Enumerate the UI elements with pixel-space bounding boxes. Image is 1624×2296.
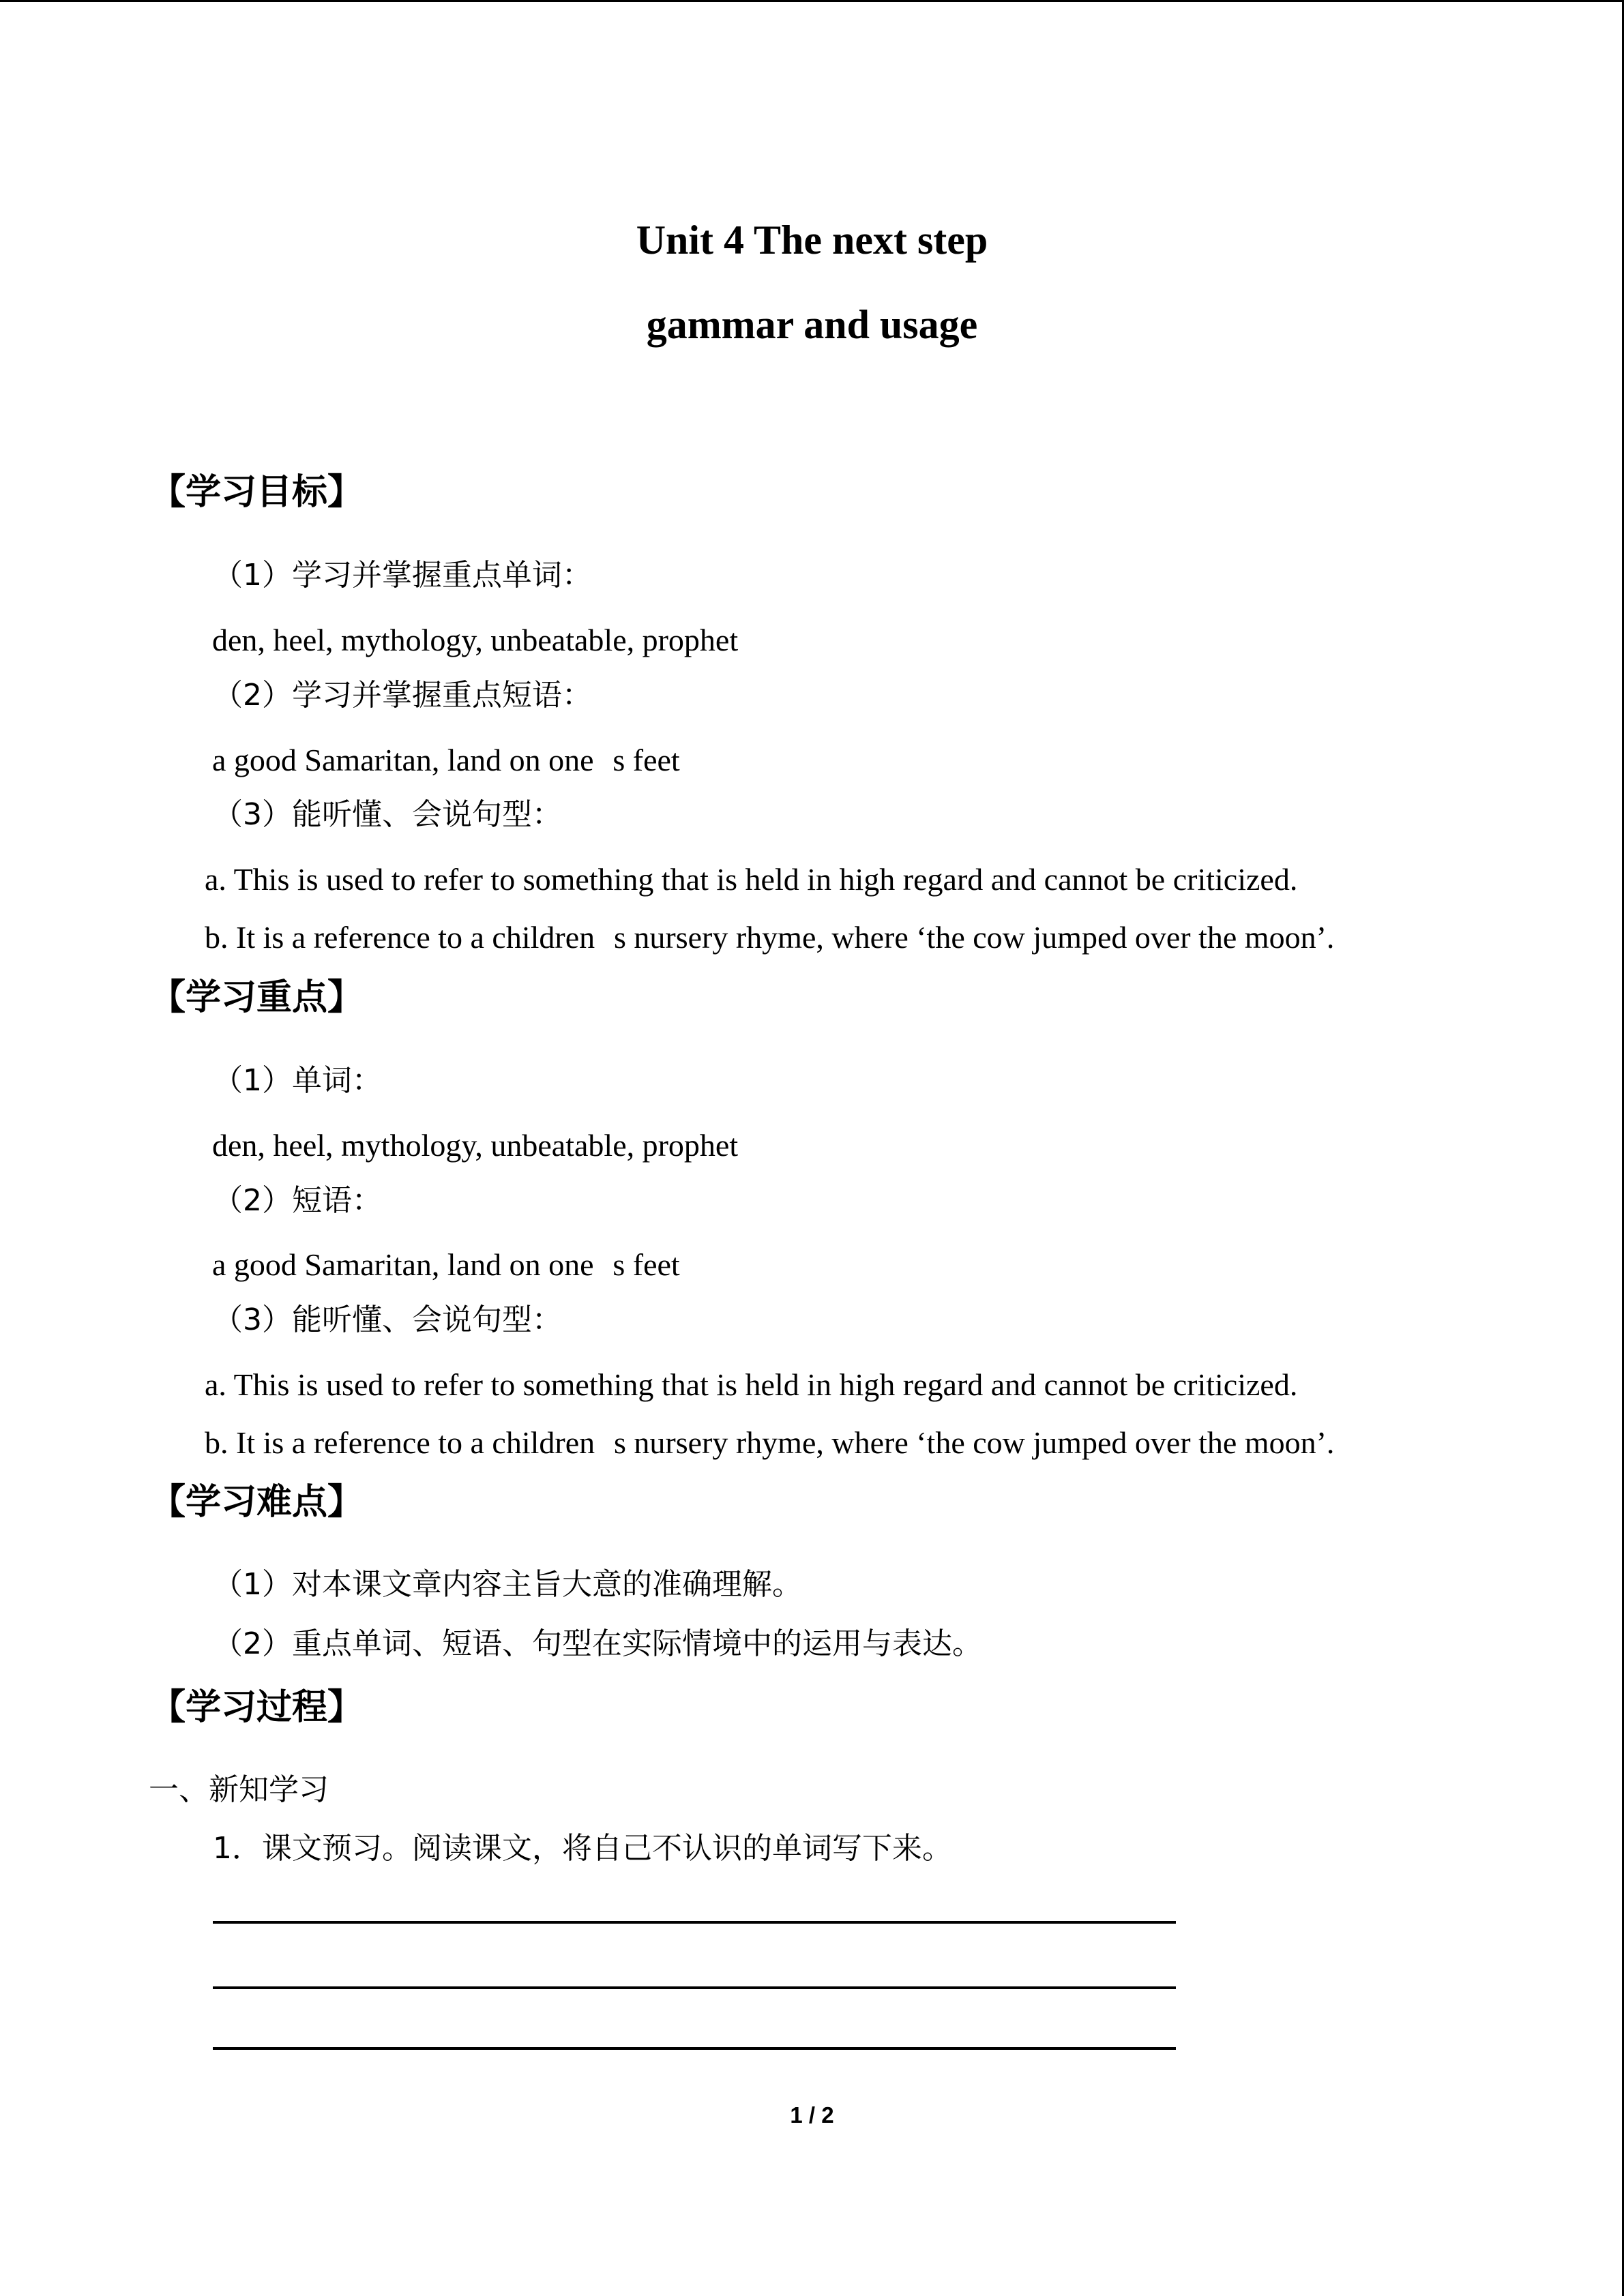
difficulties-item1: （1）对本课文章内容主旨大意的准确理解。 bbox=[213, 1567, 802, 1602]
answer-blank-line[interactable] bbox=[213, 1921, 1176, 1924]
key-points-item2-label: （2）短语： bbox=[213, 1183, 382, 1218]
objectives-item1-label: （1）学习并掌握重点单词： bbox=[213, 558, 592, 593]
objectives-sentence-a: a. This is used to refer to something that is held in high regard and cannot be criticized. bbox=[205, 862, 1298, 897]
page-border-top bbox=[0, 0, 1624, 2]
objectives-item2-content: a good Samaritan, land on ones feet bbox=[212, 743, 680, 777]
key-points-item3-label: （3）能听懂、会说句型： bbox=[213, 1302, 562, 1337]
key-points-item1-label: （1）单词： bbox=[213, 1063, 382, 1098]
page-number: 1 / 2 bbox=[790, 2102, 834, 2128]
difficulties-item2: （2）重点单词、短语、句型在实际情境中的运用与表达。 bbox=[213, 1626, 982, 1661]
key-points-item1-content: den, heel, mythology, unbeatable, prophet bbox=[212, 1128, 739, 1163]
objectives-sentence-b: b. It is a reference to a childrens nursery rhyme, where ‘the cow jumped over the moon’. bbox=[205, 920, 1335, 955]
key-points-heading: 【学习重点】 bbox=[150, 977, 364, 1018]
answer-blank-line[interactable] bbox=[213, 1986, 1176, 1989]
process-part1-title: 一、新知学习 bbox=[149, 1772, 329, 1807]
key-points-sentence-b: b. It is a reference to a childrens nursery rhyme, where ‘the cow jumped over the moon’. bbox=[205, 1425, 1335, 1460]
key-points-item2-content: a good Samaritan, land on ones feet bbox=[212, 1247, 680, 1282]
difficulties-heading: 【学习难点】 bbox=[150, 1482, 364, 1523]
objectives-item3-label: （3）能听懂、会说句型： bbox=[213, 797, 562, 832]
answer-blank-line[interactable] bbox=[213, 2047, 1176, 2050]
document-subtitle: gammar and usage bbox=[646, 302, 978, 347]
objectives-item2-label: （2）学习并掌握重点短语： bbox=[213, 678, 592, 713]
objectives-item1-content: den, heel, mythology, unbeatable, prophet bbox=[212, 623, 739, 657]
key-points-sentence-a: a. This is used to refer to something that is held in high regard and cannot be criticized. bbox=[205, 1367, 1298, 1402]
document-title: Unit 4 The next step bbox=[636, 218, 988, 263]
process-task1: 1．课文预习。阅读课文，将自己不认识的单词写下来。 bbox=[213, 1831, 952, 1866]
process-heading: 【学习过程】 bbox=[150, 1687, 364, 1728]
objectives-heading: 【学习目标】 bbox=[150, 472, 364, 513]
